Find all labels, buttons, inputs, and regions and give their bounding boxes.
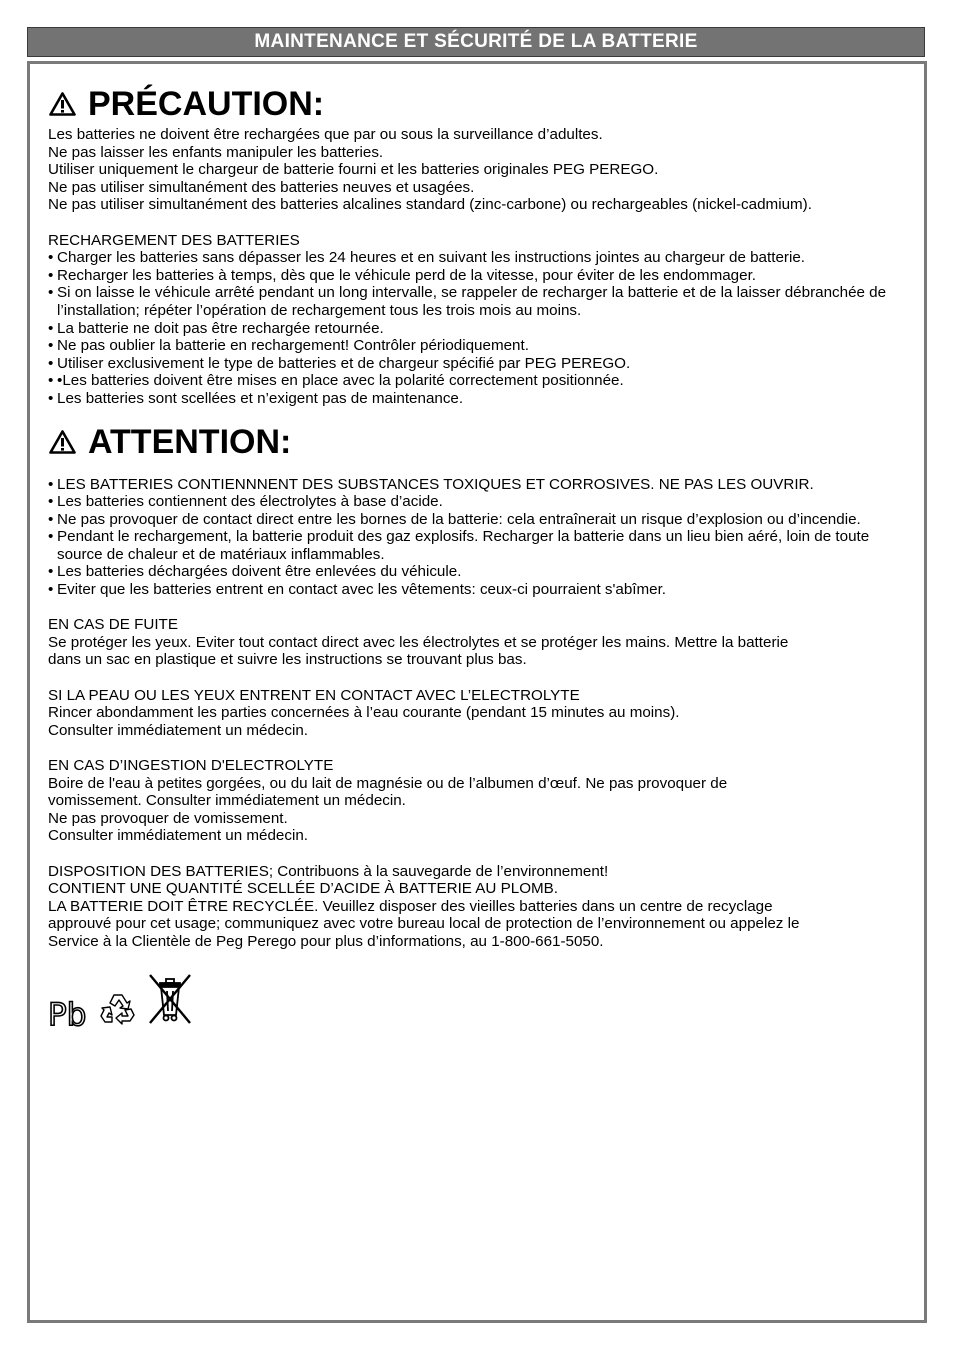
list-item: • Charger les batteries sans dépasser les 24 heures et en suivant les instructions jointes au chargeur de batterie. xyxy=(48,249,805,267)
warning-triangle-icon xyxy=(49,92,76,116)
leak-line: Se protéger les yeux. Eviter tout contact direct avec les électrolytes et se protéger les mains. Mettre la batterie xyxy=(48,633,789,651)
ingestion-line: vomissement. Consulter immédiatement un médecin. xyxy=(48,792,406,810)
list-item: • Ne pas provoquer de contact direct entre les bornes de la batterie: cela entraînerait un risque d’explosion ou d’incendie. xyxy=(48,510,861,528)
precaution-line: Ne pas utiliser simultanément des batteries alcalines standard (zinc-carbone) ou rechargeables (nickel-cadmium). xyxy=(48,196,812,214)
attention-heading xyxy=(48,422,908,462)
ingestion-subtitle: EN CAS D’INGESTION D'ELECTROLYTE xyxy=(48,757,334,774)
precaution-line: Ne pas laisser les enfants manipuler les batteries. xyxy=(48,143,384,161)
list-item: • Pendant le rechargement, la batterie produit des gaz explosifs. Recharger la batterie dans un lieu bien aéré, loin de toute source de chaleur et de matériaux inflammables. xyxy=(48,528,870,563)
warning-triangle-icon xyxy=(49,430,76,454)
list-item: • Si on laisse le véhicule arrêté pendant un long intervalle, se rappeler de recharger la batterie et de la laisser débranchée de l’installation; répéter l’opération de rechargement tous les trois mois au moins. xyxy=(48,284,887,319)
recycle-icon xyxy=(100,991,136,1025)
list-item: • Les batteries déchargées doivent être enlevées du véhicule. xyxy=(48,563,462,581)
list-item: • Les batteries sont scellées et n’exigent pas de maintenance. xyxy=(48,389,464,407)
recycling-symbols xyxy=(48,973,908,1033)
list-item: • Eviter que les batteries entrent en contact avec les vêtements: ceux-ci pourraient s'abîmer. xyxy=(48,581,667,599)
crossed-bin-icon xyxy=(146,973,194,1025)
ingestion-line: Ne pas provoquer de vomissement. xyxy=(48,809,288,827)
lead-symbol-icon: Pb xyxy=(48,996,87,1033)
leak-subtitle: EN CAS DE FUITE xyxy=(48,616,178,634)
disposal-line: LA BATTERIE DOIT ÊTRE RECYCLÉE. Veuillez disposer des vieilles batteries dans un centre de recyclage xyxy=(48,897,773,915)
recharge-subtitle: RECHARGEMENT DES BATTERIES xyxy=(48,231,300,249)
skin-line: Consulter immédiatement un médecin. xyxy=(48,721,308,739)
disposal-line: Service à la Clientèle de Peg Perego pour plus d’informations, au 1-800-661-5050. xyxy=(48,932,604,950)
list-item: • Recharger les batteries à temps, dès que le véhicule perd de la vitesse, pour éviter de les endommager. xyxy=(48,266,757,284)
precaution-heading xyxy=(48,84,908,124)
precaution-line: Ne pas utiliser simultanément des batteries neuves et usagées. xyxy=(48,178,475,196)
section-header-bar xyxy=(27,27,925,57)
list-item: • LES BATTERIES CONTIENNNENT DES SUBSTANCES TOXIQUES ET CORROSIVES. NE PAS LES OUVRIR. xyxy=(48,475,814,493)
precaution-line: Utiliser uniquement le chargeur de batterie fourni et les batteries originales PEG PEREGO. xyxy=(48,161,659,179)
ingestion-line: Boire de l'eau à petites gorgées, ou du lait de magnésie ou de l’albumen d’œuf. Ne pas provoquer de xyxy=(48,774,728,792)
disposal-line: CONTIENT UNE QUANTITÉ SCELLÉE D’ACIDE À BATTERIE AU PLOMB. xyxy=(48,880,559,898)
disposal-line: approuvé pour cet usage; communiquez avec votre bureau local de protection de l’environnement ou appelez le xyxy=(48,915,800,933)
skin-line: Rincer abondamment les parties concernées à l’eau courante (pendant 15 minutes au moins). xyxy=(48,704,680,722)
list-item: • Ne pas oublier la batterie en rechargement! Contrôler périodiquement. xyxy=(48,337,529,355)
ingestion-line: Consulter immédiatement un médecin. xyxy=(48,827,308,845)
disposal-line: DISPOSITION DES BATTERIES; Contribuons à la sauvegarde de l’environnement! xyxy=(48,862,609,880)
skin-subtitle: SI LA PEAU OU LES YEUX ENTRENT EN CONTACT AVEC L’ELECTROLYTE xyxy=(48,686,580,704)
list-item: • Utiliser exclusivement le type de batteries et de chargeur spécifié par PEG PEREGO. xyxy=(48,354,631,372)
main-content xyxy=(48,84,908,1033)
precaution-line: Les batteries ne doivent être rechargées que par ou sous la surveillance d’adultes. xyxy=(48,126,603,143)
list-item: • Les batteries contiennent des électrolytes à base d’acide. xyxy=(48,493,443,511)
list-item: • •Les batteries doivent être mises en place avec la polarité correctement positionnée. xyxy=(48,372,624,390)
list-item: • La batterie ne doit pas être rechargée retournée. xyxy=(48,319,384,337)
precaution-title: PRÉCAUTION: xyxy=(88,85,325,123)
attention-title: ATTENTION: xyxy=(88,422,292,461)
leak-line: dans un sac en plastique et suivre les instructions se trouvant plus bas. xyxy=(48,651,527,669)
section-header-title: MAINTENANCE ET SÉCURITÉ DE LA BATTERIE xyxy=(254,31,698,52)
